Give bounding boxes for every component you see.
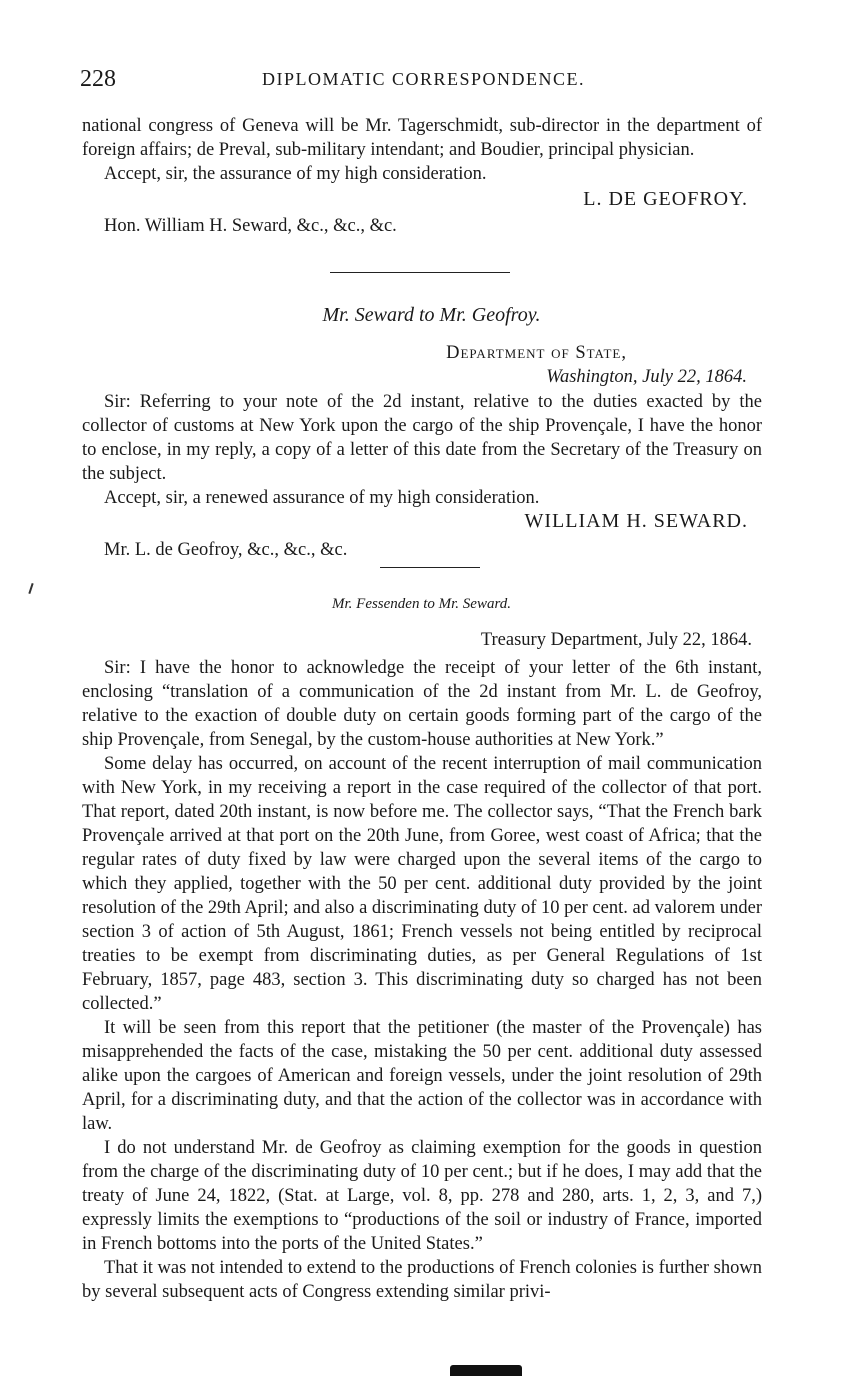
letter2-closing: Accept, sir, a renewed assurance of my high consideration. bbox=[104, 488, 540, 508]
letter2-text: Sir: Referring to your note of the 2d instant, relative to the duties exacted by the collector of customs at New York upon the cargo of the ship Provençale, I have the honor to enclose, in my reply, a copy of a letter of this date from the Secretary of the Treasury on the subject. bbox=[82, 392, 762, 484]
letter2-signature: WILLIAM H. SEWARD. bbox=[524, 510, 748, 532]
letter2-date: Washington, July 22, 1864. bbox=[546, 367, 747, 387]
letter2-body bbox=[82, 390, 762, 562]
letter3-paragraph: Sir: I have the honor to acknowledge the receipt of your letter of the 6th instant, enclosing “translation of a communication of the 2d instant from Mr. L. de Geofroy, relative to the exaction of double duty on certain goods forming part of the cargo of the ship Provençale, from Senegal, by the custom-house authorities at New York.” bbox=[82, 658, 762, 750]
letter1-addressee: Hon. William H. Seward, &c., &c., &c. bbox=[104, 216, 397, 236]
letter1-text: national congress of Geneva will be Mr. Tagerschmidt, sub-director in the department of foreign affairs; de Preval, sub-military intendant; and Boudier, principal physician. bbox=[82, 116, 762, 160]
letter3-paragraph: It will be seen from this report that the petitioner (the master of the Provençale) has misapprehended the facts of the case, mistaking the 50 per cent. additional duty assessed alike upon the cargoes of American and foreign vessels, under the joint resolution of 29th April, for a discriminating duty, and that the action of the collector was in accordance with law. bbox=[82, 1018, 762, 1134]
letter2-heading: Mr. Seward to Mr. Geofroy. bbox=[322, 304, 541, 326]
letter3-body bbox=[82, 656, 762, 1304]
letter1-body bbox=[82, 114, 762, 238]
letter3-paragraph: I do not understand Mr. de Geofroy as claiming exemption for the goods in question from the charge of the discriminating duty of 10 per cent.; but if he does, I may add that the treaty of June 24, 1822, (Stat. at Large, vol. 8, pp. 278 and 280, arts. 1, 2, 3, and 7,) expressly limits the exemptions to “productions of the soil or industry of France, imported in French bottoms into the ports of the United States.” bbox=[82, 1138, 762, 1254]
letter1-signature: L. DE GEOFROY. bbox=[583, 188, 748, 210]
letter3-paragraph: Some delay has occurred, on account of the recent interruption of mail communication with New York, in my receiving a report in the case required of the collector of that port. That report, dated 20th instant, is now before me. The collector says, “That the French bark Provençale arrived at that port on the 20th June, from Goree, west coast of Africa; that the regular rates of duty fixed by law were charged upon the several items of the cargo to which they applied, together with the 50 per cent. additional duty provided by the joint resolution of the 29th April; and also a discriminating duty of 10 per cent. ad valorem under section 3 of action of 5th August, 1861; French vessels not being entitled by reciprocal treaties to be exempt from discriminating duties, as per General Regulations of 1st February, 1857, page 483, section 3. This discriminating duty so charged has not been collected.” bbox=[82, 754, 762, 1014]
running-title: DIPLOMATIC CORRESPONDENCE. bbox=[262, 69, 586, 89]
letter2-department: Department of State, bbox=[446, 343, 627, 363]
letter2-addressee: Mr. L. de Geofroy, &c., &c., &c. bbox=[104, 540, 348, 560]
letter3-heading: Mr. Fessenden to Mr. Seward. bbox=[331, 596, 511, 612]
letter3-paragraph: That it was not intended to extend to the productions of French colonies is further shown by several subsequent acts of Congress extending similar privi- bbox=[82, 1258, 762, 1302]
letter2-dateline bbox=[82, 341, 747, 389]
section-divider bbox=[380, 567, 480, 568]
page-number: 228 bbox=[80, 66, 116, 92]
letter1-closing: Accept, sir, the assurance of my high consideration. bbox=[104, 164, 487, 184]
page-header bbox=[80, 66, 770, 96]
ink-smudge bbox=[450, 1365, 522, 1376]
section-divider bbox=[330, 272, 510, 273]
stray-mark bbox=[28, 583, 33, 594]
letter3-dateline: Treasury Department, July 22, 1864. bbox=[480, 630, 752, 650]
